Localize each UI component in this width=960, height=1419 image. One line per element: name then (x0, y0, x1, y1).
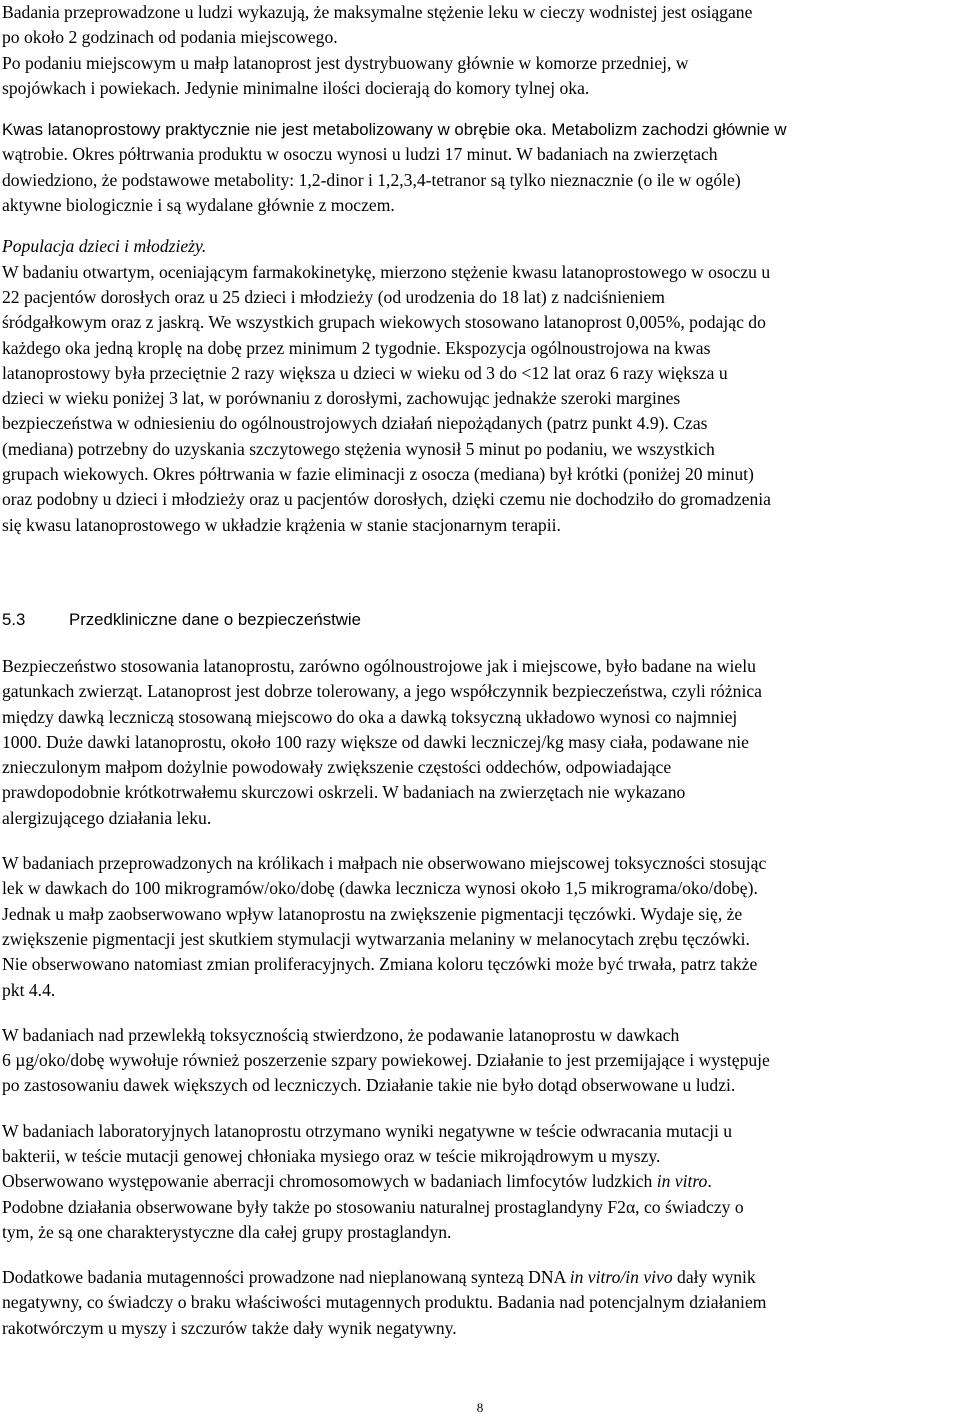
text-line: pkt 4.4. (2, 979, 56, 1000)
pediatric-subheading: Populacja dzieci i młodzieży. (2, 236, 207, 257)
text-run: . (707, 1171, 712, 1192)
text-line: bezpieczeństwa w odniesieniu do ogólnoustrojowych działań niepożądanych (patrz punkt 4.9). Czas (2, 413, 708, 434)
section-gap (2, 538, 956, 608)
text-line: aktywne biologicznie i są wydalane głównie z moczem. (2, 195, 395, 216)
text-line: latanoprostowy była przeciętnie 2 razy większa u dzieci w wieku od 3 do <12 lat oraz 6 razy większa u (2, 362, 728, 383)
paragraph-gap (2, 101, 956, 117)
paragraph-mutagenicity-lab (2, 1119, 956, 1245)
text-line (2, 1265, 956, 1290)
text-line: W badaniu otwartym, oceniającym farmakokinetykę, mierzono stężenie kwasu latanoprostowego w osoczu u (2, 261, 771, 282)
italic-term: in vitro (569, 1267, 621, 1288)
paragraph-pediatric-pk (2, 260, 956, 538)
text-line: 22 pacjentów dorosłych oraz u 25 dzieci i młodzieży (od urodzenia do 18 lat) z nadciśnieniem (2, 286, 665, 307)
text-line: oraz podobny u dzieci i młodzieży oraz u pacjentów dorosłych, dzięki czemu nie dochodziło do gromadzenia (2, 489, 771, 510)
text-line: każdego oka jedną kroplę na dobę przez minimum 2 tygodnie. Ekspozycja ogólnoustrojowa na kwas (2, 337, 711, 358)
page-number: 8 (476, 1400, 484, 1415)
paragraph-absorption (2, 0, 956, 101)
text-line: Po podaniu miejscowym u małp latanoprost jest dystrybuowany głównie w komorze przedniej, w (2, 52, 689, 73)
text-line: dzieci w wieku poniżej 3 lat, w porównaniu z dorosłymi, zachowując jednakże szeroki margines (2, 388, 681, 409)
text-line: spojówkach i powiekach. Jedynie minimalne ilości docierają do komory tylnej oka. (2, 77, 590, 98)
section-heading (2, 608, 956, 632)
text-line: prawdopodobnie krótkotrwałemu skurczowi oskrzeli. W badaniach na zwierzętach nie wykazano (2, 782, 686, 803)
paragraph-local-toxicity (2, 851, 956, 1003)
italic-term: in vivo (625, 1267, 673, 1288)
paragraph-gap (2, 1003, 956, 1023)
text-line: 1000. Duże dawki latanoprostu, około 100 razy większe od dawki leczniczej/kg masy ciała, podawane nie (2, 731, 749, 752)
text-line: rakotwórczym u myszy i szczurów także dały wynik negatywny. (2, 1317, 457, 1338)
text-line: znieczulonym małpom dożylnie powodowały zwiększenie częstości oddechów, odpowiadające (2, 757, 672, 778)
text-line: wątrobie. Okres półtrwania produktu w osoczu wynosi u ludzi 17 minut. W badaniach na zwierzętach (2, 144, 718, 165)
text-run: / (620, 1267, 626, 1288)
text-line: Podobne działania obserwowane były także po stosowaniu naturalnej prostaglandyny F2α, co świadczy o (2, 1196, 744, 1217)
paragraph-metabolism (2, 117, 956, 218)
paragraph-chronic-toxicity (2, 1023, 956, 1099)
text-line: po około 2 godzinach od podania miejscowego. (2, 27, 338, 48)
text-line: zwiększenie pigmentacji jest skutkiem stymulacji wytwarzania melaniny w melanocytach zrębu tęczówki. (2, 928, 750, 949)
text-line: śródgałkowym oraz z jaskrą. We wszystkich grupach wiekowych stosowano latanoprost 0,005%, podając do (2, 312, 766, 333)
italic-term: in vitro (656, 1171, 708, 1192)
text-line: W badaniach laboratoryjnych latanoprostu otrzymano wyniki negatywne w teście odwracania mutacji u (2, 1120, 733, 1141)
text-line: W badaniach nad przewlekłą toksycznością stwierdzono, że podawanie latanoprostu w dawkach (2, 1024, 680, 1045)
text-line: dowiedziono, że podstawowe metabolity: 1,2-dinor i 1,2,3,4-tetranor są tylko nieznacznie (o ile w ogóle) (2, 169, 741, 190)
text-line: grupach wiekowych. Okres półtrwania w fazie eliminacji z osocza (mediana) był krótki (poniżej 20 minut) (2, 464, 754, 485)
text-line: (mediana) potrzebny do uzyskania szczytowego stężenia wynosił 5 minut po podaniu, we wszystkich (2, 438, 715, 459)
paragraph-gap (2, 1245, 956, 1265)
paragraph-gap (2, 831, 956, 851)
text-line: gatunkach zwierząt. Latanoprost jest dobrze tolerowany, a jego współczynnik bezpieczeństwa, czyli różnica (2, 681, 762, 702)
text-line: W badaniach przeprowadzonych na królikach i małpach nie obserwowano miejscowej toksyczności stosując (2, 853, 767, 874)
text-line: 6 µg/oko/dobę wywołuje również poszerzenie szpary powiekowej. Działanie to jest przemijające i występuje (2, 1050, 770, 1071)
text-line: Nie obserwowano natomiast zmian proliferacyjnych. Zmiana koloru tęczówki może być trwała, patrz także (2, 954, 758, 975)
text-run: Obserwowano występowanie aberracji chromosomowych w badaniach limfocytów ludzkich (2, 1171, 657, 1192)
text-line: tym, że są one charakterystyczne dla całej grupy prostaglandyn. (2, 1221, 452, 1242)
text-line: alergizującego działania leku. (2, 807, 212, 828)
text-line: Jednak u małp zaobserwowano wpływ latanoprostu na zwiększenie pigmentacji tęczówki. Wydaje się, że (2, 903, 743, 924)
paragraph-gap (2, 1099, 956, 1119)
text-run: Dodatkowe badania mutagenności prowadzone nad nieplanowaną syntezą DNA (2, 1267, 570, 1288)
text-line: Kwas latanoprostowy praktycznie nie jest metabolizowany w obrębie oka. Metabolizm zachodzi głównie w (2, 120, 787, 140)
text-line: Badania przeprowadzone u ludzi wykazują, że maksymalne stężenie leku w cieczy wodnistej jest osiągane (2, 2, 753, 22)
text-line: Bezpieczeństwo stosowania latanoprostu, zarówno ogólnoustrojowe jak i miejscowe, było badane na wielu (2, 655, 756, 676)
section-number: 5.3 (2, 609, 26, 629)
text-line: po zastosowaniu dawek większych od leczniczych. Działanie takie nie było dotąd obserwowane u ludzi. (2, 1075, 736, 1096)
text-line: bakterii, w teście mutacji genowej chłoniaka mysiego oraz w teście mikrojądrowym u myszy. (2, 1145, 661, 1166)
paragraph-safety (2, 654, 956, 831)
text-run: dały wynik (672, 1267, 756, 1288)
paragraph-gap (2, 218, 956, 234)
text-line: lek w dawkach do 100 mikrogramów/oko/dobę (dawka lecznicza wynosi około 1,5 mikrograma/oko/dobę). (2, 878, 758, 899)
text-line: negatywny, co świadczy o braku właściwości mutagennych produktu. Badania nad potencjalnym działaniem (2, 1292, 767, 1313)
text-line: między dawką leczniczą stosowaną miejscowo do oka a dawką toksyczną układowo wynosi co najmniej (2, 706, 738, 727)
paragraph-mutagenicity-dna (2, 1265, 956, 1341)
text-line (2, 1169, 956, 1194)
text-line: się kwasu latanoprostowego w układzie krążenia w stanie stacjonarnym terapii. (2, 514, 561, 535)
paragraph-gap (2, 632, 956, 654)
section-title: Przedkliniczne dane o bezpieczeństwie (69, 609, 361, 629)
